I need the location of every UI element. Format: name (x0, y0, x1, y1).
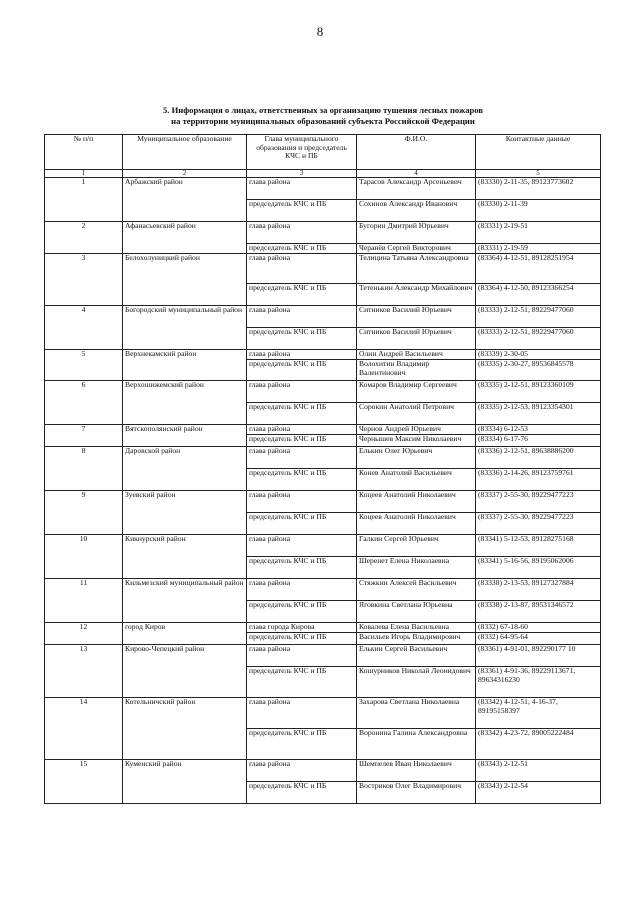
table-row (45, 535, 601, 557)
contact-cell: (83335) 2-12-51, 89123360109 (476, 381, 601, 403)
contact-cell: (83337) 2-55-30, 89229477223 (476, 491, 601, 513)
contact-cell: (83364) 4-12-51, 89128251954 (476, 254, 601, 284)
municipality-name: Верхнекамский район (123, 350, 247, 381)
contact-cell: (83335) 2-12-53, 89123354301 (476, 403, 601, 425)
municipality-name: Белохолуницкий район (123, 254, 247, 306)
municipality-name: Кирово-Чепецкий район (123, 645, 247, 698)
table-row (45, 306, 601, 328)
position-cell: председатель КЧС и ПБ (247, 200, 357, 222)
position-cell: глава района (247, 178, 357, 200)
position-cell: председатель КЧС и ПБ (247, 469, 357, 491)
position-cell: глава района (247, 306, 357, 328)
header-row (45, 135, 601, 170)
header-position: Глава муниципального образования и председатель КЧС и ПБ (247, 135, 357, 170)
contact-cell: (83361) 4-91-01, 892290177 10 (476, 645, 601, 667)
fio-cell: Комаров Владимир Сергеевич (357, 381, 476, 403)
position-cell: председатель КЧС и ПБ (247, 601, 357, 623)
fio-cell: Воронина Галина Александровна (357, 729, 476, 760)
page-number: 8 (316, 24, 324, 39)
position-cell: глава района (247, 222, 357, 244)
position-cell: глава района (247, 535, 357, 557)
municipality-name: Арбажский район (123, 178, 247, 222)
position-cell: председатель КЧС и ПБ (247, 284, 357, 306)
row-number: 11 (45, 579, 123, 623)
column-index-row (45, 170, 601, 178)
contact-cell: (83336) 2-14-26, 89123759761 (476, 469, 601, 491)
position-cell: глава района (247, 645, 357, 667)
row-number: 1 (45, 178, 123, 222)
municipality-name: город Киров (123, 623, 247, 645)
contact-cell: (83330) 2-11-35, 89123773602 (476, 178, 601, 200)
contact-cell: (83343) 2-12-51 (476, 760, 601, 782)
header-number: № п/п (45, 135, 123, 170)
fio-cell: Елькин Сергей Васильевич (357, 645, 476, 667)
contact-cell: (83336) 2-12-51, 89638886200 (476, 447, 601, 469)
fio-cell: Ситников Василий Юрьевич (357, 328, 476, 350)
contact-cell: (83335) 2-30-27, 89536845578 (476, 360, 601, 381)
municipality-name: Котельничский район (123, 698, 247, 760)
table-row (45, 222, 601, 244)
position-cell: председатель КЧС и ПБ (247, 782, 357, 804)
position-cell: председатель КЧС и ПБ (247, 328, 357, 350)
fio-cell: Чернов Андрей Юрьевич (357, 425, 476, 435)
row-number: 9 (45, 491, 123, 535)
fio-cell: Конев Анатолий Васильевич (357, 469, 476, 491)
fio-cell: Сорокин Анатолий Петрович (357, 403, 476, 425)
fio-cell: Коцеев Анатолий Николаевич (357, 491, 476, 513)
fio-cell: Коцеев Анатолий Николаевич (357, 513, 476, 535)
table-row (45, 350, 601, 360)
column-index: 5 (476, 170, 601, 178)
fio-cell: Тетенькин Александр Михайлович (357, 284, 476, 306)
contact-cell: (83342) 4-12-51, 4-16-37, 89195158397 (476, 698, 601, 729)
municipality-name: Вятскополянский район (123, 425, 247, 447)
fio-cell: Черанёв Сергей Викторович (357, 244, 476, 254)
contact-cell: (83337) 2-55-30, 89229477223 (476, 513, 601, 535)
contact-cell: (83334) 6-17-76 (476, 435, 601, 447)
row-number: 8 (45, 447, 123, 491)
header-municipality: Муниципальное образование (123, 135, 247, 170)
row-number: 6 (45, 381, 123, 425)
header-fio: Ф.И.О. (357, 135, 476, 170)
fio-cell: Телицина Татьяна Александровна (357, 254, 476, 284)
fio-cell: Бугорин Дмитрий Юрьевич (357, 222, 476, 244)
position-cell: глава района (247, 254, 357, 284)
contact-cell: (83343) 2-12-54 (476, 782, 601, 804)
title-line-2: на территории муниципальных образований субъекта Российской Федерации (171, 116, 475, 126)
position-cell: председатель КЧС и ПБ (247, 360, 357, 381)
contacts-table (44, 134, 601, 804)
municipality-name: Зуевский район (123, 491, 247, 535)
position-cell: председатель КЧС и ПБ (247, 244, 357, 254)
row-number: 4 (45, 306, 123, 350)
row-number: 14 (45, 698, 123, 760)
contact-cell: (83331) 2-19-51 (476, 222, 601, 244)
position-cell: председатель КЧС и ПБ (247, 729, 357, 760)
contact-cell: (83364) 4-12-50, 89123366254 (476, 284, 601, 306)
table-row (45, 491, 601, 513)
table-row (45, 760, 601, 782)
fio-cell: Васильев Игорь Владимирович (357, 633, 476, 645)
municipality-name: Богородский муниципальный район (123, 306, 247, 350)
position-cell: глава района (247, 698, 357, 729)
fio-cell: Шеренет Елена Николаевна (357, 557, 476, 579)
position-cell: председатель КЧС и ПБ (247, 557, 357, 579)
municipality-name: Кикнурский район (123, 535, 247, 579)
contact-cell: (83342) 4-23-72, 89005222484 (476, 729, 601, 760)
fio-cell: Кошурников Николай Леонидович (357, 667, 476, 698)
table-row (45, 698, 601, 729)
municipality-name: Куменский район (123, 760, 247, 804)
position-cell: глава района (247, 491, 357, 513)
contact-cell: (83341) 5-12-53, 89128275168 (476, 535, 601, 557)
position-cell: глава района (247, 760, 357, 782)
row-number: 3 (45, 254, 123, 306)
position-cell: председатель КЧС и ПБ (247, 435, 357, 447)
contact-cell: (83333) 2-12-51, 89229477060 (476, 328, 601, 350)
fio-cell: Шемпелев Иван Николаевич (357, 760, 476, 782)
contact-cell: (8332) 67-18-60 (476, 623, 601, 633)
section-title (88, 105, 558, 127)
position-cell: председатель КЧС и ПБ (247, 403, 357, 425)
position-cell: глава города Кирова (247, 623, 357, 633)
contact-cell: (83331) 2-19-59 (476, 244, 601, 254)
fio-cell: Ковалева Елена Васильевна (357, 623, 476, 633)
municipality-name: Верхошижемский район (123, 381, 247, 425)
fio-cell: Яговкина Светлана Юрьевна (357, 601, 476, 623)
column-index: 4 (357, 170, 476, 178)
header-contacts: Контактные данные (476, 135, 601, 170)
row-number: 2 (45, 222, 123, 254)
row-number: 10 (45, 535, 123, 579)
position-cell: председатель КЧС и ПБ (247, 633, 357, 645)
title-line-1: 5. Информация о лицах, ответственных за организацию тушения лесных пожаров (162, 105, 484, 115)
row-number: 5 (45, 350, 123, 381)
fio-cell: Сохинов Александр Иванович (357, 200, 476, 222)
row-number: 13 (45, 645, 123, 698)
table-row (45, 178, 601, 200)
table-row (45, 579, 601, 601)
position-cell: глава района (247, 350, 357, 360)
position-cell: глава района (247, 425, 357, 435)
table-row (45, 623, 601, 633)
fio-cell: Волохитин Владимир Валентинович (357, 360, 476, 381)
fio-cell: Чернышев Максим Николаевич (357, 435, 476, 447)
fio-cell: Захарова Светлана Николаевна (357, 698, 476, 729)
table-row (45, 645, 601, 667)
municipality-name: Даровской район (123, 447, 247, 491)
table-row (45, 381, 601, 403)
table-row (45, 254, 601, 284)
contact-cell: (83338) 2-13-53, 89127327884 (476, 579, 601, 601)
municipality-name: Афанасьевский район (123, 222, 247, 254)
position-cell: председатель КЧС и ПБ (247, 667, 357, 698)
position-cell: глава района (247, 447, 357, 469)
position-cell: глава района (247, 381, 357, 403)
row-number: 7 (45, 425, 123, 447)
contact-cell: (83330) 2-11-39 (476, 200, 601, 222)
position-cell: председатель КЧС и ПБ (247, 513, 357, 535)
fio-cell: Стяжкин Алексей Васильевич (357, 579, 476, 601)
fio-cell: Востриков Олег Владимирович (357, 782, 476, 804)
column-index: 3 (247, 170, 357, 178)
row-number: 15 (45, 760, 123, 804)
contact-cell: (83339) 2-30-05 (476, 350, 601, 360)
fio-cell: Елькин Олег Юрьевич (357, 447, 476, 469)
table-body (45, 178, 601, 804)
column-index: 2 (123, 170, 247, 178)
fio-cell: Тарасов Александр Арсеньевич (357, 178, 476, 200)
fio-cell: Олин Андрей Васильевич (357, 350, 476, 360)
contact-cell: (83333) 2-12-51, 89229477060 (476, 306, 601, 328)
contact-cell: (8332) 64-95-64 (476, 633, 601, 645)
fio-cell: Галкин Сергей Юрьевич (357, 535, 476, 557)
row-number: 12 (45, 623, 123, 645)
municipality-name: Кильмезский муниципальный район (123, 579, 247, 623)
table-row (45, 447, 601, 469)
contact-cell: (83361) 4-91-36, 89229113671, 89634316230 (476, 667, 601, 698)
column-index: 1 (45, 170, 123, 178)
position-cell: глава района (247, 579, 357, 601)
fio-cell: Ситников Василий Юрьевич (357, 306, 476, 328)
contact-cell: (83341) 5-16-56, 89195062006 (476, 557, 601, 579)
contact-cell: (83334) 6-12-53 (476, 425, 601, 435)
table-row (45, 425, 601, 435)
contact-cell: (83338) 2-13-87, 89531346572 (476, 601, 601, 623)
